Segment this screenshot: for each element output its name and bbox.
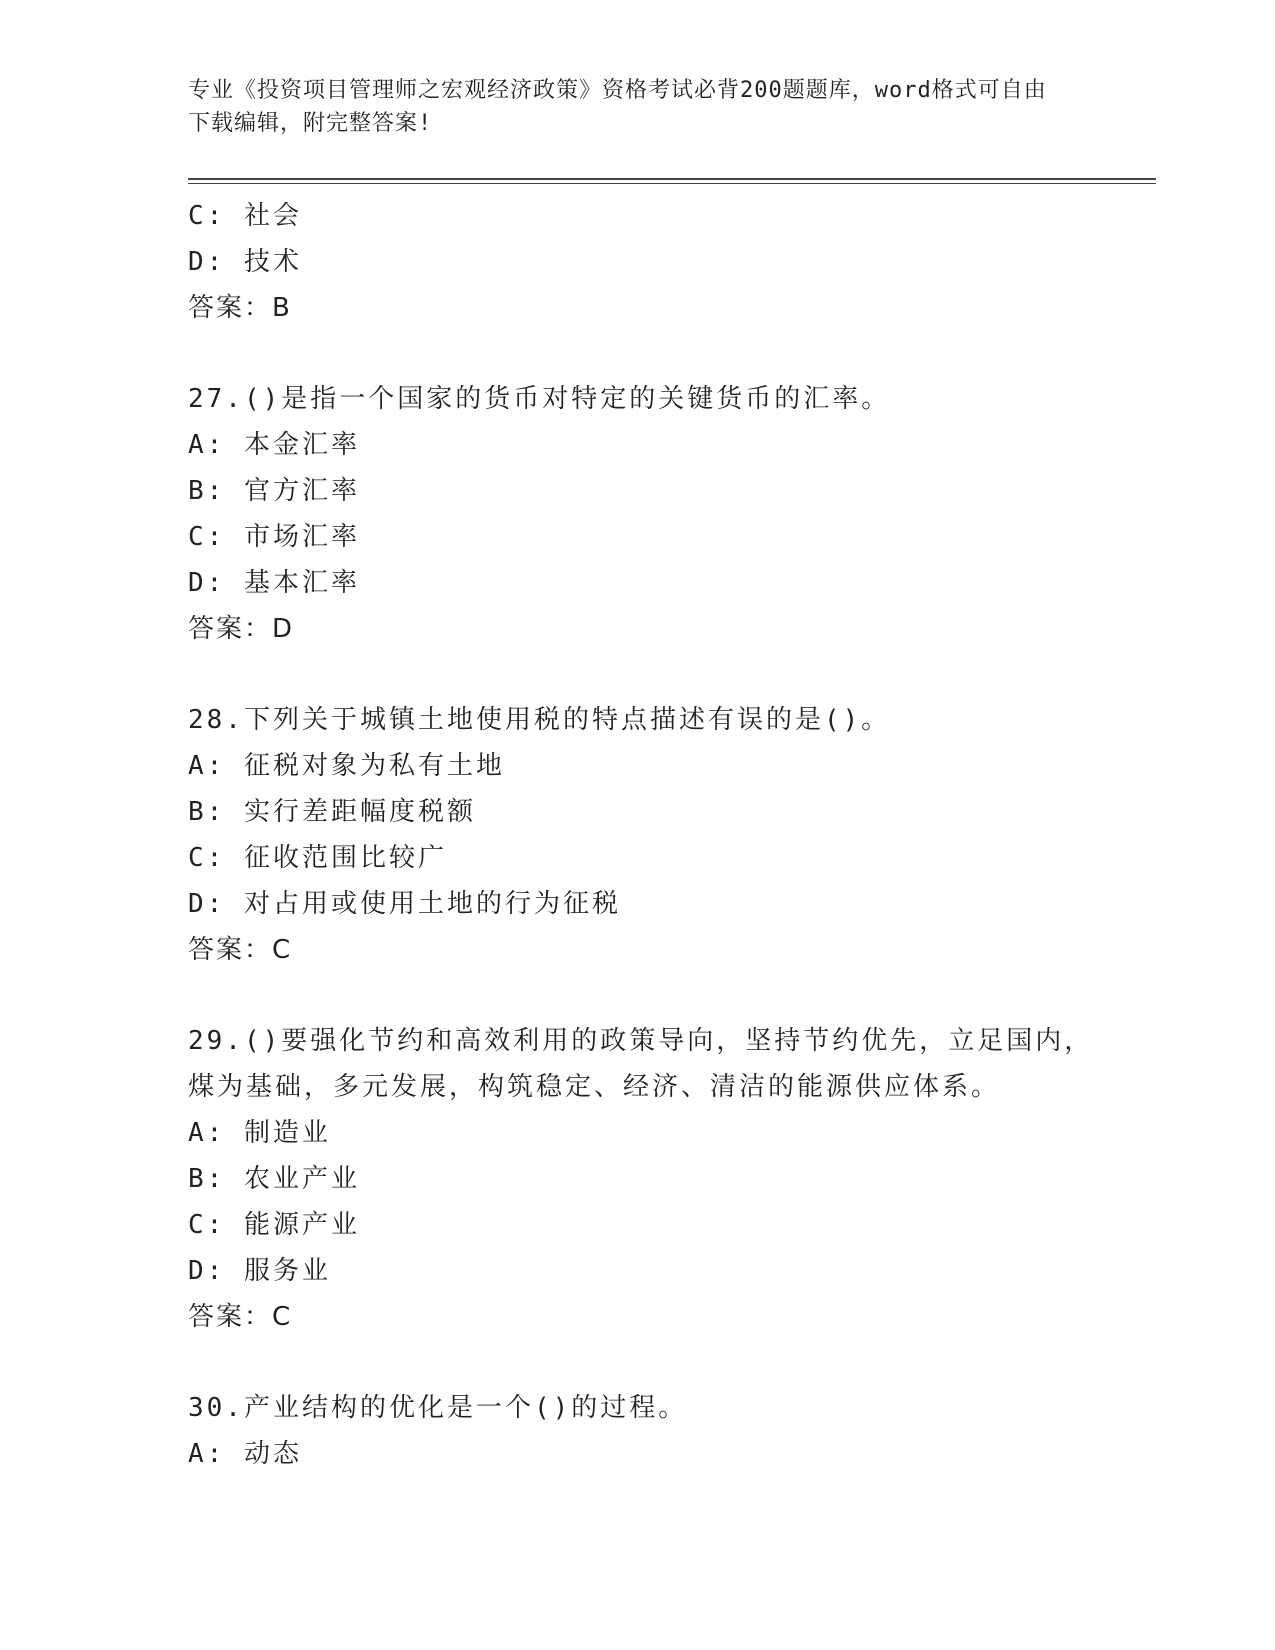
option-d [188,881,1088,927]
question-28 [188,697,1088,973]
option-text: 征收范围比较广 [243,843,447,873]
question-30 [188,1385,1088,1477]
question-text: 27.()是指一个国家的货币对特定的关键货币的汇率。 [188,384,891,414]
option-b [188,789,1088,835]
option-a [188,1110,1088,1156]
option-text: 服务业 [243,1256,331,1286]
question-29 [188,1018,1094,1340]
option-c [188,1202,1088,1248]
answer-line: 答案：D [188,614,295,644]
option-letter: C: [188,843,226,873]
option-text: 技术 [243,247,302,277]
option-letter: A: [188,430,226,460]
option-a [188,422,1088,468]
option-text: 动态 [243,1439,302,1469]
option-text: 本金汇率 [243,430,360,460]
option-letter: C: [188,522,226,552]
question-text-line-1: 29.()要强化节约和高效利用的政策导向，坚持节约优先，立足国内， [188,1026,1094,1056]
option-d [188,1248,1088,1294]
document-header [188,74,1068,140]
option-letter: C: [188,1210,226,1240]
option-letter: B: [188,1164,226,1194]
header-text: 专业《投资项目管理师之宏观经济政策》资格考试必背200题题库，word格式可自由下载编辑，附完整答案! [188,78,1047,136]
option-d [188,239,1088,285]
option-text: 官方汇率 [243,476,360,506]
header-rule-thick [188,178,1156,180]
question-text: 28.下列关于城镇土地使用税的特点描述有误的是()。 [188,705,891,735]
option-d [188,560,1088,606]
answer-line: 答案：C [188,1302,293,1332]
option-letter: C: [188,201,226,231]
question-text-line-2: 煤为基础，多元发展，构筑稳定、经济、清洁的能源供应体系。 [188,1072,1001,1102]
option-b [188,468,1088,514]
option-letter: B: [188,797,226,827]
answer-line: 答案：C [188,935,293,965]
question-26-continuation [188,193,1088,331]
header-rule-thin [188,183,1156,184]
option-letter: B: [188,476,226,506]
option-a [188,1431,1088,1477]
option-letter: D: [188,1256,226,1286]
option-a [188,743,1088,789]
option-letter: A: [188,1118,226,1148]
option-letter: D: [188,247,226,277]
option-text: 实行差距幅度税额 [243,797,476,827]
option-b [188,1156,1088,1202]
option-text: 基本汇率 [243,568,360,598]
option-c [188,193,1088,239]
question-list [188,193,1094,1477]
option-text: 征税对象为私有土地 [243,751,505,781]
question-text: 30.产业结构的优化是一个()的过程。 [188,1393,688,1423]
option-text: 农业产业 [243,1164,360,1194]
answer-line: 答案：B [188,293,292,323]
option-c [188,514,1088,560]
option-text: 对占用或使用土地的行为征税 [243,889,621,919]
option-text: 制造业 [243,1118,331,1148]
option-letter: A: [188,751,226,781]
option-text: 市场汇率 [243,522,360,552]
question-27 [188,376,1088,652]
option-letter: D: [188,568,226,598]
option-letter: D: [188,889,226,919]
option-letter: A: [188,1439,226,1469]
option-c [188,835,1088,881]
option-text: 社会 [243,201,302,231]
option-text: 能源产业 [243,1210,360,1240]
